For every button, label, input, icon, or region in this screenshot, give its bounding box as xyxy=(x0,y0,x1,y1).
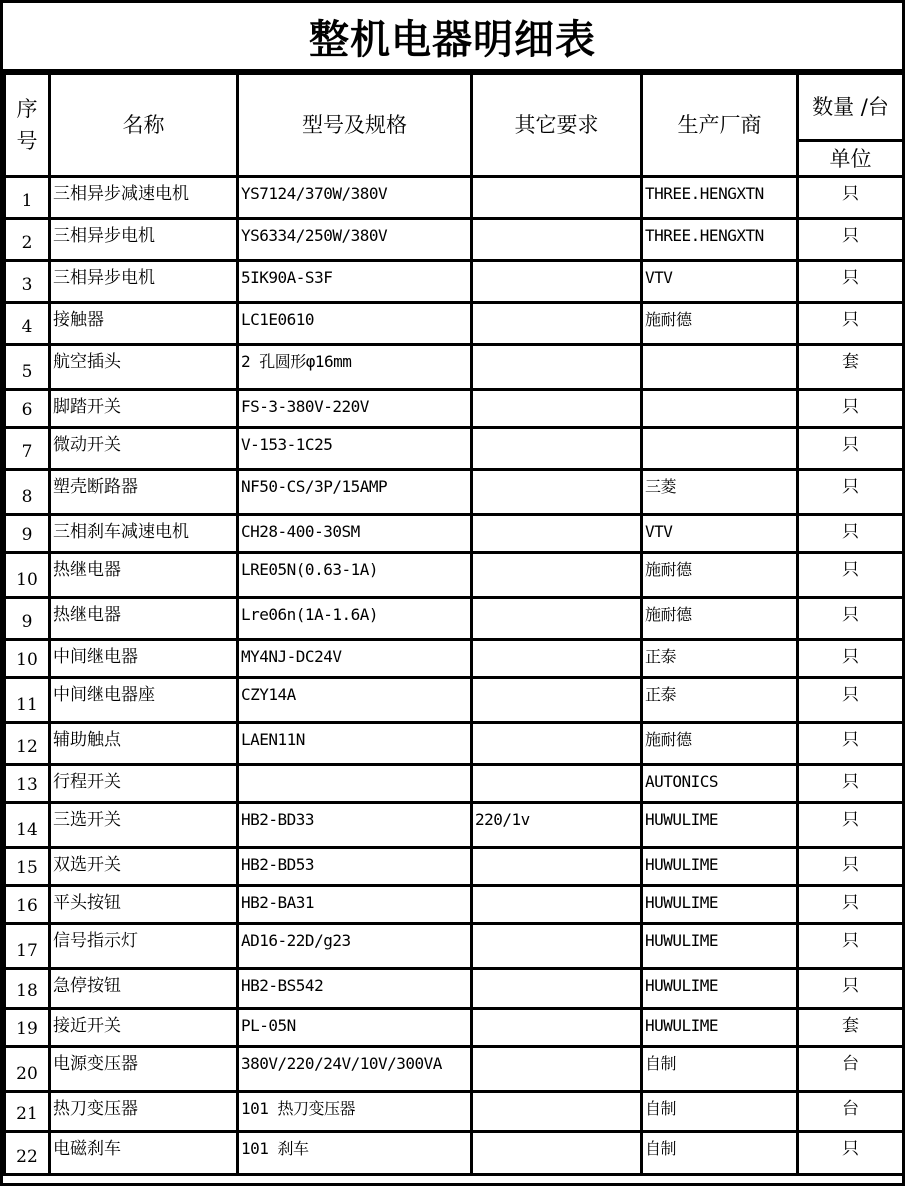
cell-no: 13 xyxy=(5,765,50,803)
cell-maker: HUWULIME xyxy=(642,924,798,969)
cell-maker: 正泰 xyxy=(642,640,798,678)
cell-no: 18 xyxy=(5,969,50,1009)
cell-name: 微动开关 xyxy=(50,428,238,470)
header-qty: 数量 /台 xyxy=(798,74,904,141)
cell-maker: HUWULIME xyxy=(642,969,798,1009)
cell-name: 热刀变压器 xyxy=(50,1092,238,1132)
cell-other: 220/1v xyxy=(472,803,642,848)
table-row xyxy=(5,765,904,803)
cell-maker: HUWULIME xyxy=(642,886,798,924)
cell-unit: 只 xyxy=(798,303,904,345)
cell-no: 1 xyxy=(5,177,50,219)
cell-name: 航空插头 xyxy=(50,345,238,390)
cell-model xyxy=(238,765,472,803)
cell-model: PL-05N xyxy=(238,1009,472,1047)
cell-maker: VTV xyxy=(642,515,798,553)
cell-name: 行程开关 xyxy=(50,765,238,803)
cell-model: AD16-22D/g23 xyxy=(238,924,472,969)
header-seq-bottom: 号 xyxy=(16,129,38,153)
cell-unit: 套 xyxy=(798,1009,904,1047)
cell-name: 辅助触点 xyxy=(50,723,238,765)
cell-no: 9 xyxy=(5,515,50,553)
cell-no: 19 xyxy=(5,1009,50,1047)
cell-no: 4 xyxy=(5,303,50,345)
cell-unit: 只 xyxy=(798,261,904,303)
cell-model: 101 热刀变压器 xyxy=(238,1092,472,1132)
cell-maker: 正泰 xyxy=(642,678,798,723)
cell-other xyxy=(472,848,642,886)
table-row xyxy=(5,640,904,678)
cell-unit: 只 xyxy=(798,1132,904,1175)
cell-model: LAEN11N xyxy=(238,723,472,765)
cell-model: HB2-BS542 xyxy=(238,969,472,1009)
cell-other xyxy=(472,177,642,219)
cell-no: 20 xyxy=(5,1047,50,1092)
cell-other xyxy=(472,1092,642,1132)
cell-model: HB2-BD33 xyxy=(238,803,472,848)
cell-maker: 自制 xyxy=(642,1132,798,1175)
table-row xyxy=(5,219,904,261)
cell-other xyxy=(472,470,642,515)
cell-maker: THREE.HENGXTN xyxy=(642,219,798,261)
cell-name: 三相异步减速电机 xyxy=(50,177,238,219)
cell-unit: 只 xyxy=(798,640,904,678)
table-row xyxy=(5,1092,904,1132)
cell-unit: 只 xyxy=(798,969,904,1009)
cell-other xyxy=(472,678,642,723)
header-model: 型号及规格 xyxy=(238,74,472,177)
cell-other xyxy=(472,640,642,678)
cell-no: 12 xyxy=(5,723,50,765)
cell-model: NF50-CS/3P/15AMP xyxy=(238,470,472,515)
cell-unit: 只 xyxy=(798,848,904,886)
cell-name: 塑壳断路器 xyxy=(50,470,238,515)
cell-model: YS7124/370W/380V xyxy=(238,177,472,219)
cell-name: 电源变压器 xyxy=(50,1047,238,1092)
cell-name: 中间继电器 xyxy=(50,640,238,678)
cell-other xyxy=(472,345,642,390)
header-seq-top: 序 xyxy=(16,97,38,121)
header-seq xyxy=(5,74,50,177)
cell-unit: 只 xyxy=(798,598,904,640)
cell-model: 5IK90A-S3F xyxy=(238,261,472,303)
cell-no: 9 xyxy=(5,598,50,640)
cell-maker xyxy=(642,390,798,428)
cell-no: 10 xyxy=(5,640,50,678)
cell-name: 热继电器 xyxy=(50,598,238,640)
table-row xyxy=(5,515,904,553)
table-row xyxy=(5,428,904,470)
cell-unit: 只 xyxy=(798,765,904,803)
table-row xyxy=(5,969,904,1009)
cell-other xyxy=(472,969,642,1009)
cell-no: 8 xyxy=(5,470,50,515)
table-row xyxy=(5,803,904,848)
cell-unit: 只 xyxy=(798,177,904,219)
cell-name: 三相刹车减速电机 xyxy=(50,515,238,553)
cell-model: CH28-400-30SM xyxy=(238,515,472,553)
table-row xyxy=(5,1132,904,1175)
cell-other xyxy=(472,303,642,345)
cell-maker: 三菱 xyxy=(642,470,798,515)
cell-no: 16 xyxy=(5,886,50,924)
cell-maker: 施耐德 xyxy=(642,553,798,598)
cell-unit: 只 xyxy=(798,723,904,765)
cell-name: 热继电器 xyxy=(50,553,238,598)
header-name: 名称 xyxy=(50,74,238,177)
cell-no: 10 xyxy=(5,553,50,598)
cell-other xyxy=(472,219,642,261)
cell-maker xyxy=(642,345,798,390)
cell-maker: AUTONICS xyxy=(642,765,798,803)
cell-model: LRE05N(0.63-1A) xyxy=(238,553,472,598)
cell-name: 双选开关 xyxy=(50,848,238,886)
cell-maker: 施耐德 xyxy=(642,598,798,640)
cell-model: CZY14A xyxy=(238,678,472,723)
table-row xyxy=(5,924,904,969)
cell-other xyxy=(472,1009,642,1047)
cell-unit: 只 xyxy=(798,390,904,428)
cell-no: 7 xyxy=(5,428,50,470)
header-maker: 生产厂商 xyxy=(642,74,798,177)
cell-no: 2 xyxy=(5,219,50,261)
table-row xyxy=(5,303,904,345)
cell-other xyxy=(472,428,642,470)
header-other: 其它要求 xyxy=(472,74,642,177)
cell-maker: 自制 xyxy=(642,1047,798,1092)
table-row xyxy=(5,261,904,303)
cell-model: HB2-BA31 xyxy=(238,886,472,924)
table-row xyxy=(5,723,904,765)
cell-no: 3 xyxy=(5,261,50,303)
table-row xyxy=(5,345,904,390)
parts-table xyxy=(3,72,905,1176)
cell-name: 电磁刹车 xyxy=(50,1132,238,1175)
cell-unit: 只 xyxy=(798,803,904,848)
cell-unit: 台 xyxy=(798,1047,904,1092)
cell-unit: 台 xyxy=(798,1092,904,1132)
cell-maker: HUWULIME xyxy=(642,803,798,848)
cell-name: 三相异步电机 xyxy=(50,261,238,303)
cell-maker xyxy=(642,428,798,470)
table-row xyxy=(5,390,904,428)
table-row xyxy=(5,678,904,723)
table-row xyxy=(5,1047,904,1092)
cell-model: LC1E0610 xyxy=(238,303,472,345)
cell-name: 中间继电器座 xyxy=(50,678,238,723)
cell-no: 11 xyxy=(5,678,50,723)
cell-other xyxy=(472,924,642,969)
cell-model: FS-3-380V-220V xyxy=(238,390,472,428)
cell-unit: 只 xyxy=(798,924,904,969)
cell-other xyxy=(472,1047,642,1092)
cell-name: 三选开关 xyxy=(50,803,238,848)
table-row xyxy=(5,177,904,219)
cell-maker: HUWULIME xyxy=(642,848,798,886)
sheet-title: 整机电器明细表 xyxy=(3,3,902,72)
cell-model: 380V/220/24V/10V/300VA xyxy=(238,1047,472,1092)
cell-model: Lre06n(1A-1.6A) xyxy=(238,598,472,640)
cell-other xyxy=(472,765,642,803)
cell-unit: 只 xyxy=(798,515,904,553)
cell-maker: VTV xyxy=(642,261,798,303)
cell-model: YS6334/250W/380V xyxy=(238,219,472,261)
cell-maker: 施耐德 xyxy=(642,303,798,345)
cell-no: 21 xyxy=(5,1092,50,1132)
cell-maker: THREE.HENGXTN xyxy=(642,177,798,219)
cell-unit: 只 xyxy=(798,470,904,515)
cell-name: 接近开关 xyxy=(50,1009,238,1047)
cell-model: 101 刹车 xyxy=(238,1132,472,1175)
cell-model: V-153-1C25 xyxy=(238,428,472,470)
cell-maker: 施耐德 xyxy=(642,723,798,765)
cell-no: 5 xyxy=(5,345,50,390)
cell-unit: 只 xyxy=(798,886,904,924)
cell-no: 6 xyxy=(5,390,50,428)
cell-name: 信号指示灯 xyxy=(50,924,238,969)
cell-unit: 只 xyxy=(798,219,904,261)
cell-no: 14 xyxy=(5,803,50,848)
cell-other xyxy=(472,1132,642,1175)
cell-name: 接触器 xyxy=(50,303,238,345)
cell-unit: 只 xyxy=(798,678,904,723)
cell-other xyxy=(472,723,642,765)
cell-model: 2 孔圆形φ16mm xyxy=(238,345,472,390)
cell-unit: 只 xyxy=(798,553,904,598)
table-row xyxy=(5,598,904,640)
cell-no: 22 xyxy=(5,1132,50,1175)
cell-unit: 只 xyxy=(798,428,904,470)
cell-other xyxy=(472,390,642,428)
table-row xyxy=(5,848,904,886)
cell-no: 17 xyxy=(5,924,50,969)
cell-other xyxy=(472,598,642,640)
cell-maker: 自制 xyxy=(642,1092,798,1132)
cell-model: HB2-BD53 xyxy=(238,848,472,886)
cell-other xyxy=(472,515,642,553)
cell-unit: 套 xyxy=(798,345,904,390)
cell-no: 15 xyxy=(5,848,50,886)
cell-maker: HUWULIME xyxy=(642,1009,798,1047)
table-row xyxy=(5,1009,904,1047)
cell-model: MY4NJ-DC24V xyxy=(238,640,472,678)
table-row xyxy=(5,553,904,598)
cell-name: 平头按钮 xyxy=(50,886,238,924)
cell-other xyxy=(472,261,642,303)
table-row xyxy=(5,470,904,515)
cell-name: 三相异步电机 xyxy=(50,219,238,261)
header-row xyxy=(5,74,904,141)
cell-other xyxy=(472,886,642,924)
cell-other xyxy=(472,553,642,598)
cell-name: 急停按钮 xyxy=(50,969,238,1009)
header-unit: 单位 xyxy=(798,141,904,177)
cell-name: 脚踏开关 xyxy=(50,390,238,428)
table-row xyxy=(5,886,904,924)
